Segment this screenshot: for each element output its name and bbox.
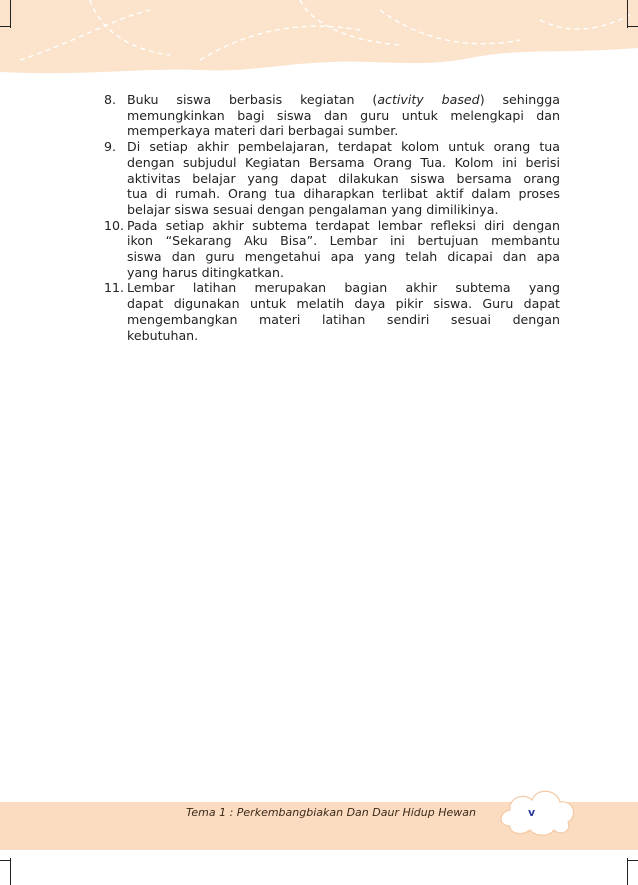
item-text bbox=[127, 92, 560, 139]
page-number: v bbox=[528, 806, 536, 819]
cloud-icon bbox=[496, 782, 580, 838]
item-text bbox=[127, 139, 560, 218]
item-line: kebutuhan. bbox=[127, 327, 199, 343]
item-text bbox=[127, 218, 560, 281]
item-line: mengembangkan materi latihan sendiri sesuai dengan bbox=[127, 311, 560, 327]
item-line bbox=[127, 92, 560, 108]
item-line: Lembar latihan merupakan bagian akhir subtema yang bbox=[127, 280, 560, 296]
text-run: ) sehingga bbox=[479, 92, 560, 107]
list-item-11 bbox=[104, 280, 560, 343]
item-line: ikon “Sekarang Aku Bisa”. Lembar ini bertujuan membantu bbox=[127, 233, 560, 249]
crop-mark-top-left-h bbox=[0, 26, 10, 27]
numbered-list bbox=[104, 92, 560, 343]
crop-mark-bottom-right-h bbox=[628, 860, 638, 861]
item-number: 11. bbox=[104, 280, 125, 296]
item-line: yang harus ditingkatkan. bbox=[127, 264, 284, 280]
item-line: aktivitas belajar yang dapat dilakukan siswa bersama orang bbox=[127, 170, 560, 186]
list-item-9 bbox=[104, 139, 560, 218]
item-line: belajar siswa sesuai dengan pengalaman yang dimilikinya. bbox=[127, 201, 499, 217]
item-line: Pada setiap akhir subtema terdapat lembar refleksi diri dengan bbox=[127, 217, 560, 233]
item-line: dapat digunakan untuk melatih daya pikir siswa. Guru dapat bbox=[127, 296, 560, 312]
crop-mark-top-left-v bbox=[10, 0, 11, 28]
item-line: siswa dan guru mengetahui apa yang telah dicapai dan apa bbox=[127, 249, 560, 265]
crop-mark-top-right-v bbox=[627, 0, 628, 28]
crop-mark-top-right-h bbox=[628, 26, 638, 27]
item-number: 8. bbox=[104, 92, 117, 107]
crop-mark-bottom-left-v bbox=[10, 858, 11, 885]
crop-mark-bottom-right-v bbox=[627, 858, 628, 885]
item-line: Di setiap akhir pembelajaran, terdapat kolom untuk orang tua bbox=[127, 139, 560, 155]
list-item-8 bbox=[104, 92, 560, 139]
header-decoration bbox=[0, 0, 638, 90]
item-line: memperkaya materi dari berbagai sumber. bbox=[127, 123, 399, 139]
list-item-10 bbox=[104, 218, 560, 281]
item-number: 9. bbox=[104, 139, 117, 155]
item-line: tua di rumah. Orang tua diharapkan terlibat aktif dalam proses bbox=[127, 186, 560, 202]
crop-mark-bottom-left-h bbox=[0, 860, 10, 861]
item-text bbox=[127, 280, 560, 343]
item-line: memungkinkan bagi siswa dan guru untuk melengkapi dan bbox=[127, 107, 560, 123]
item-line: dengan subjudul Kegiatan Bersama Orang Tua. Kolom ini berisi bbox=[127, 154, 560, 170]
text-run: Buku siswa berbasis kegiatan ( bbox=[127, 92, 378, 107]
text-run-italic: activity based bbox=[377, 92, 480, 107]
footer-title: Tema 1 : Perkembangbiakan Dan Daur Hidup Hewan bbox=[186, 806, 476, 819]
item-number: 10. bbox=[104, 217, 125, 233]
header-pattern bbox=[0, 0, 638, 90]
